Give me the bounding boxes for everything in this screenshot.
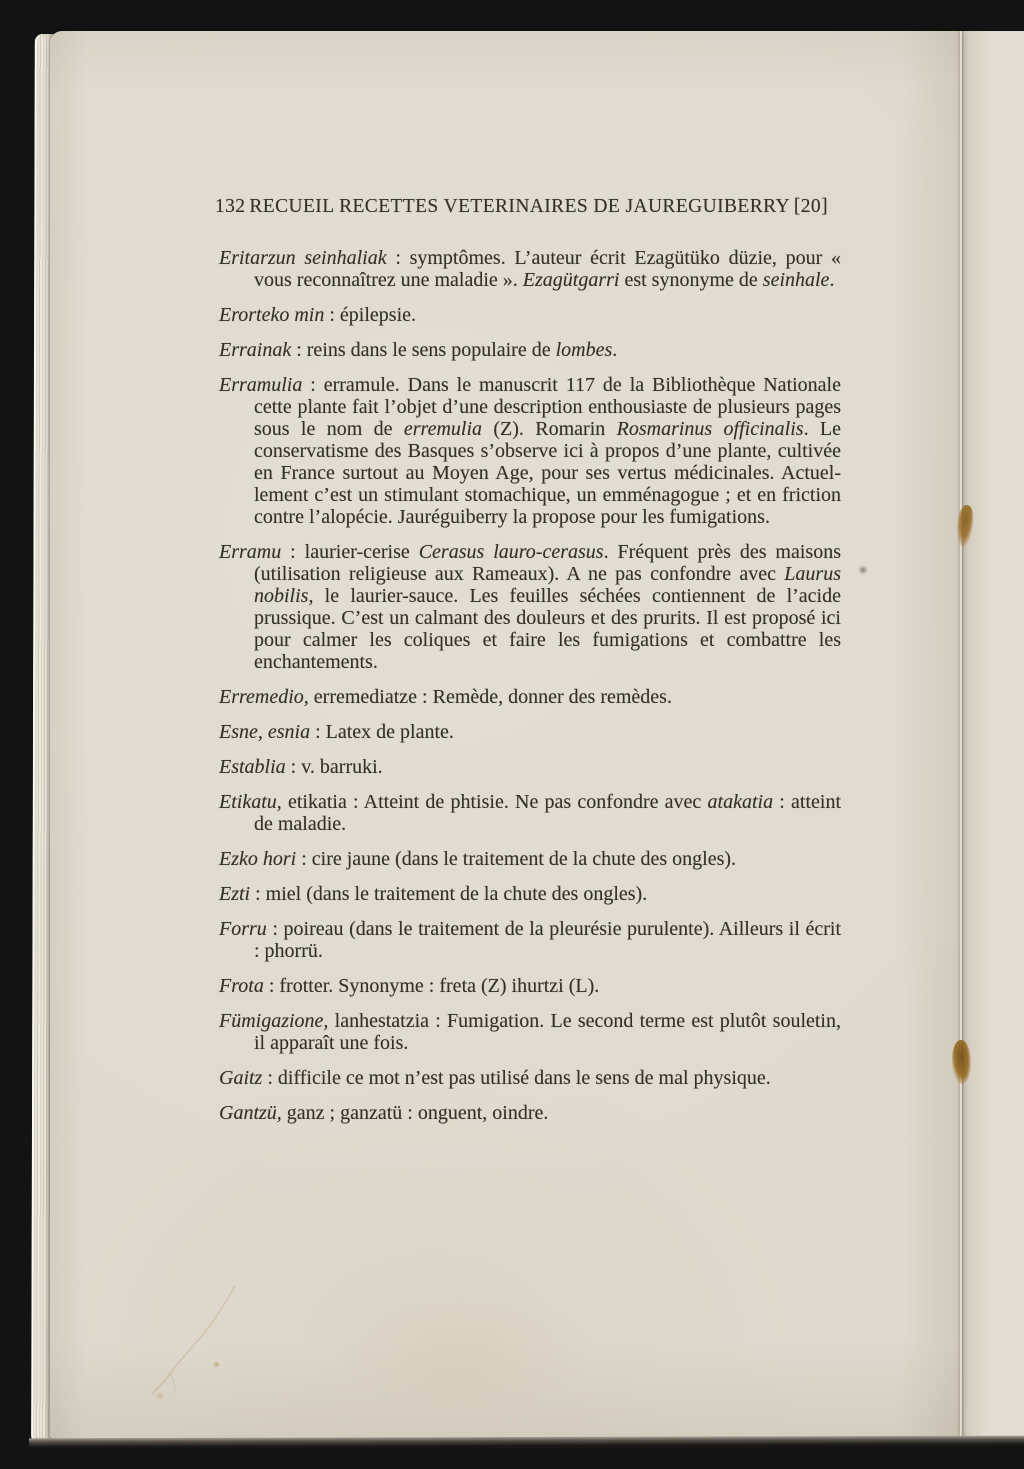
book-bottom-edge: [29, 1436, 1024, 1451]
term-text: seinhale: [762, 269, 830, 291]
paper-crease-mark: [140, 1282, 250, 1402]
glossary-entry: [219, 975, 841, 997]
body-text: : Latex de plante.: [310, 721, 454, 743]
term-text: Rosmarinus officinalis: [616, 418, 804, 440]
term-text: Laurus nobilis,: [254, 563, 841, 607]
glossary-entry: [219, 756, 841, 778]
body-text: : symptômes. L’auteur écrit Ezagütüko düzie, pour « vous reconnaîtrez une maladie ».: [254, 247, 841, 291]
body-text: . Fréquent près des maisons (utilisation religieuse aux Rameaux). A ne pas confondre avec: [254, 541, 841, 585]
term-text: Frota: [219, 975, 264, 997]
page-number: 132: [215, 196, 246, 217]
body-text: : miel (dans le traitement de la chute des ongles).: [250, 883, 648, 905]
term-text: Ezko hori: [219, 848, 297, 870]
underlying-page: [962, 31, 1024, 1437]
body-text: .: [829, 269, 835, 291]
term-text: atakatia: [707, 791, 774, 813]
glossary-entries: [219, 247, 841, 1124]
term-text: Esne, esnia: [219, 721, 311, 743]
glossary-entry: [219, 374, 841, 528]
body-text: lanhestatzia : Fumigation. Le second terme est plutôt souletin, il apparaît une fois.: [254, 1010, 841, 1054]
body-text: : cire jaune (dans le traitement de la chute des ongles).: [296, 848, 737, 870]
glossary-entry: [219, 304, 841, 326]
glossary-entry: [219, 686, 841, 708]
term-text: Erramu: [219, 541, 282, 563]
body-text: : poireau (dans le traitement de la pleurésie purulente). Ailleurs il écrit : phorrü.: [254, 918, 841, 962]
body-text: . Le conservatisme des Basques s’observe ici à propos d’une plante, cultivée en France surtout au Moyen Age, pour ses vertus médicinales. Actuellement c’est un stimulant stomachique, un emménagogue ; et en friction contre l’alopécie. Jauréguiberry la propose pour les fumigations.: [254, 418, 842, 528]
paper-discoloration: [330, 1285, 600, 1415]
glossary-entry: [219, 339, 841, 361]
term-text: Gaitz: [219, 1067, 263, 1089]
body-text: erremediatze : Remède, donner des remèdes.: [308, 686, 672, 708]
body-text: : v. barruki.: [285, 756, 383, 778]
page-fold-edge: [957, 31, 964, 1437]
body-text: : frotter. Synonyme : freta (Z) ihurtzi (L).: [263, 975, 600, 997]
term-text: Gantzü,: [219, 1102, 282, 1124]
term-text: Eritarzun seinhaliak: [219, 247, 387, 269]
body-text: ganz ; ganzatü : onguent, oindre.: [281, 1102, 549, 1124]
term-text: Erorteko min: [219, 304, 325, 326]
body-text: : reins dans le sens populaire de: [291, 339, 556, 361]
glossary-entry: [219, 247, 841, 291]
body-text: : erramule. Dans le manuscrit 117 de la Bibliothèque Nationale cette plante fait l’objet d’une description enthousiaste de plusieurs pages sous le nom de: [254, 374, 841, 440]
term-text: Erremedio,: [219, 686, 309, 708]
running-header: [215, 196, 828, 218]
header-title: RECUEIL RECETTES VETERINAIRES DE JAUREGUIBERRY: [249, 196, 790, 217]
term-text: erremulia: [403, 418, 483, 440]
term-text: Fümigazione,: [219, 1010, 329, 1032]
term-text: Establia: [219, 756, 286, 778]
paper-fleck: [858, 565, 868, 575]
book-page: [50, 31, 962, 1439]
glossary-entry: [219, 1010, 841, 1054]
glossary-entry: [219, 721, 841, 743]
body-text: (Z). Romarin: [482, 418, 617, 440]
term-text: Etikatu,: [219, 791, 282, 813]
body-text: .: [612, 339, 618, 361]
body-text: : difficile ce mot n’est pas utilisé dans le sens de mal physique.: [262, 1067, 771, 1089]
glossary-entry: [219, 1102, 841, 1124]
term-text: Ezti: [219, 883, 251, 905]
body-text: etikatia : Atteint de phtisie. Ne pas confondre avec: [281, 791, 708, 813]
body-text: : laurier-cerise: [281, 541, 419, 563]
body-text: le laurier-sauce. Les feuilles séchées contiennent de l’acide prussique. C’est un calmant des douleurs et des prurits. Il est proposé ici pour calmer les coliques et faire les fumigations et combattre les enchantements.: [254, 585, 841, 673]
glossary-entry: [219, 541, 841, 673]
term-text: Errainak: [219, 339, 292, 361]
glossary-entry: [219, 1067, 841, 1089]
term-text: Ezagütgarri: [522, 269, 620, 291]
body-text: est synonyme de: [619, 269, 763, 291]
term-text: Cerasus lauro-cerasus: [418, 541, 604, 563]
body-text: : atteint de maladie.: [254, 791, 841, 835]
glossary-entry: [219, 791, 841, 835]
term-text: Forru: [219, 918, 267, 940]
header-issue-number: [20]: [793, 196, 828, 217]
body-text: : épilepsie.: [324, 304, 416, 326]
term-text: lombes: [555, 339, 613, 361]
term-text: Erramulia: [219, 374, 303, 396]
glossary-entry: [219, 848, 841, 870]
glossary-entry: [219, 883, 841, 905]
glossary-entry: [219, 918, 841, 962]
